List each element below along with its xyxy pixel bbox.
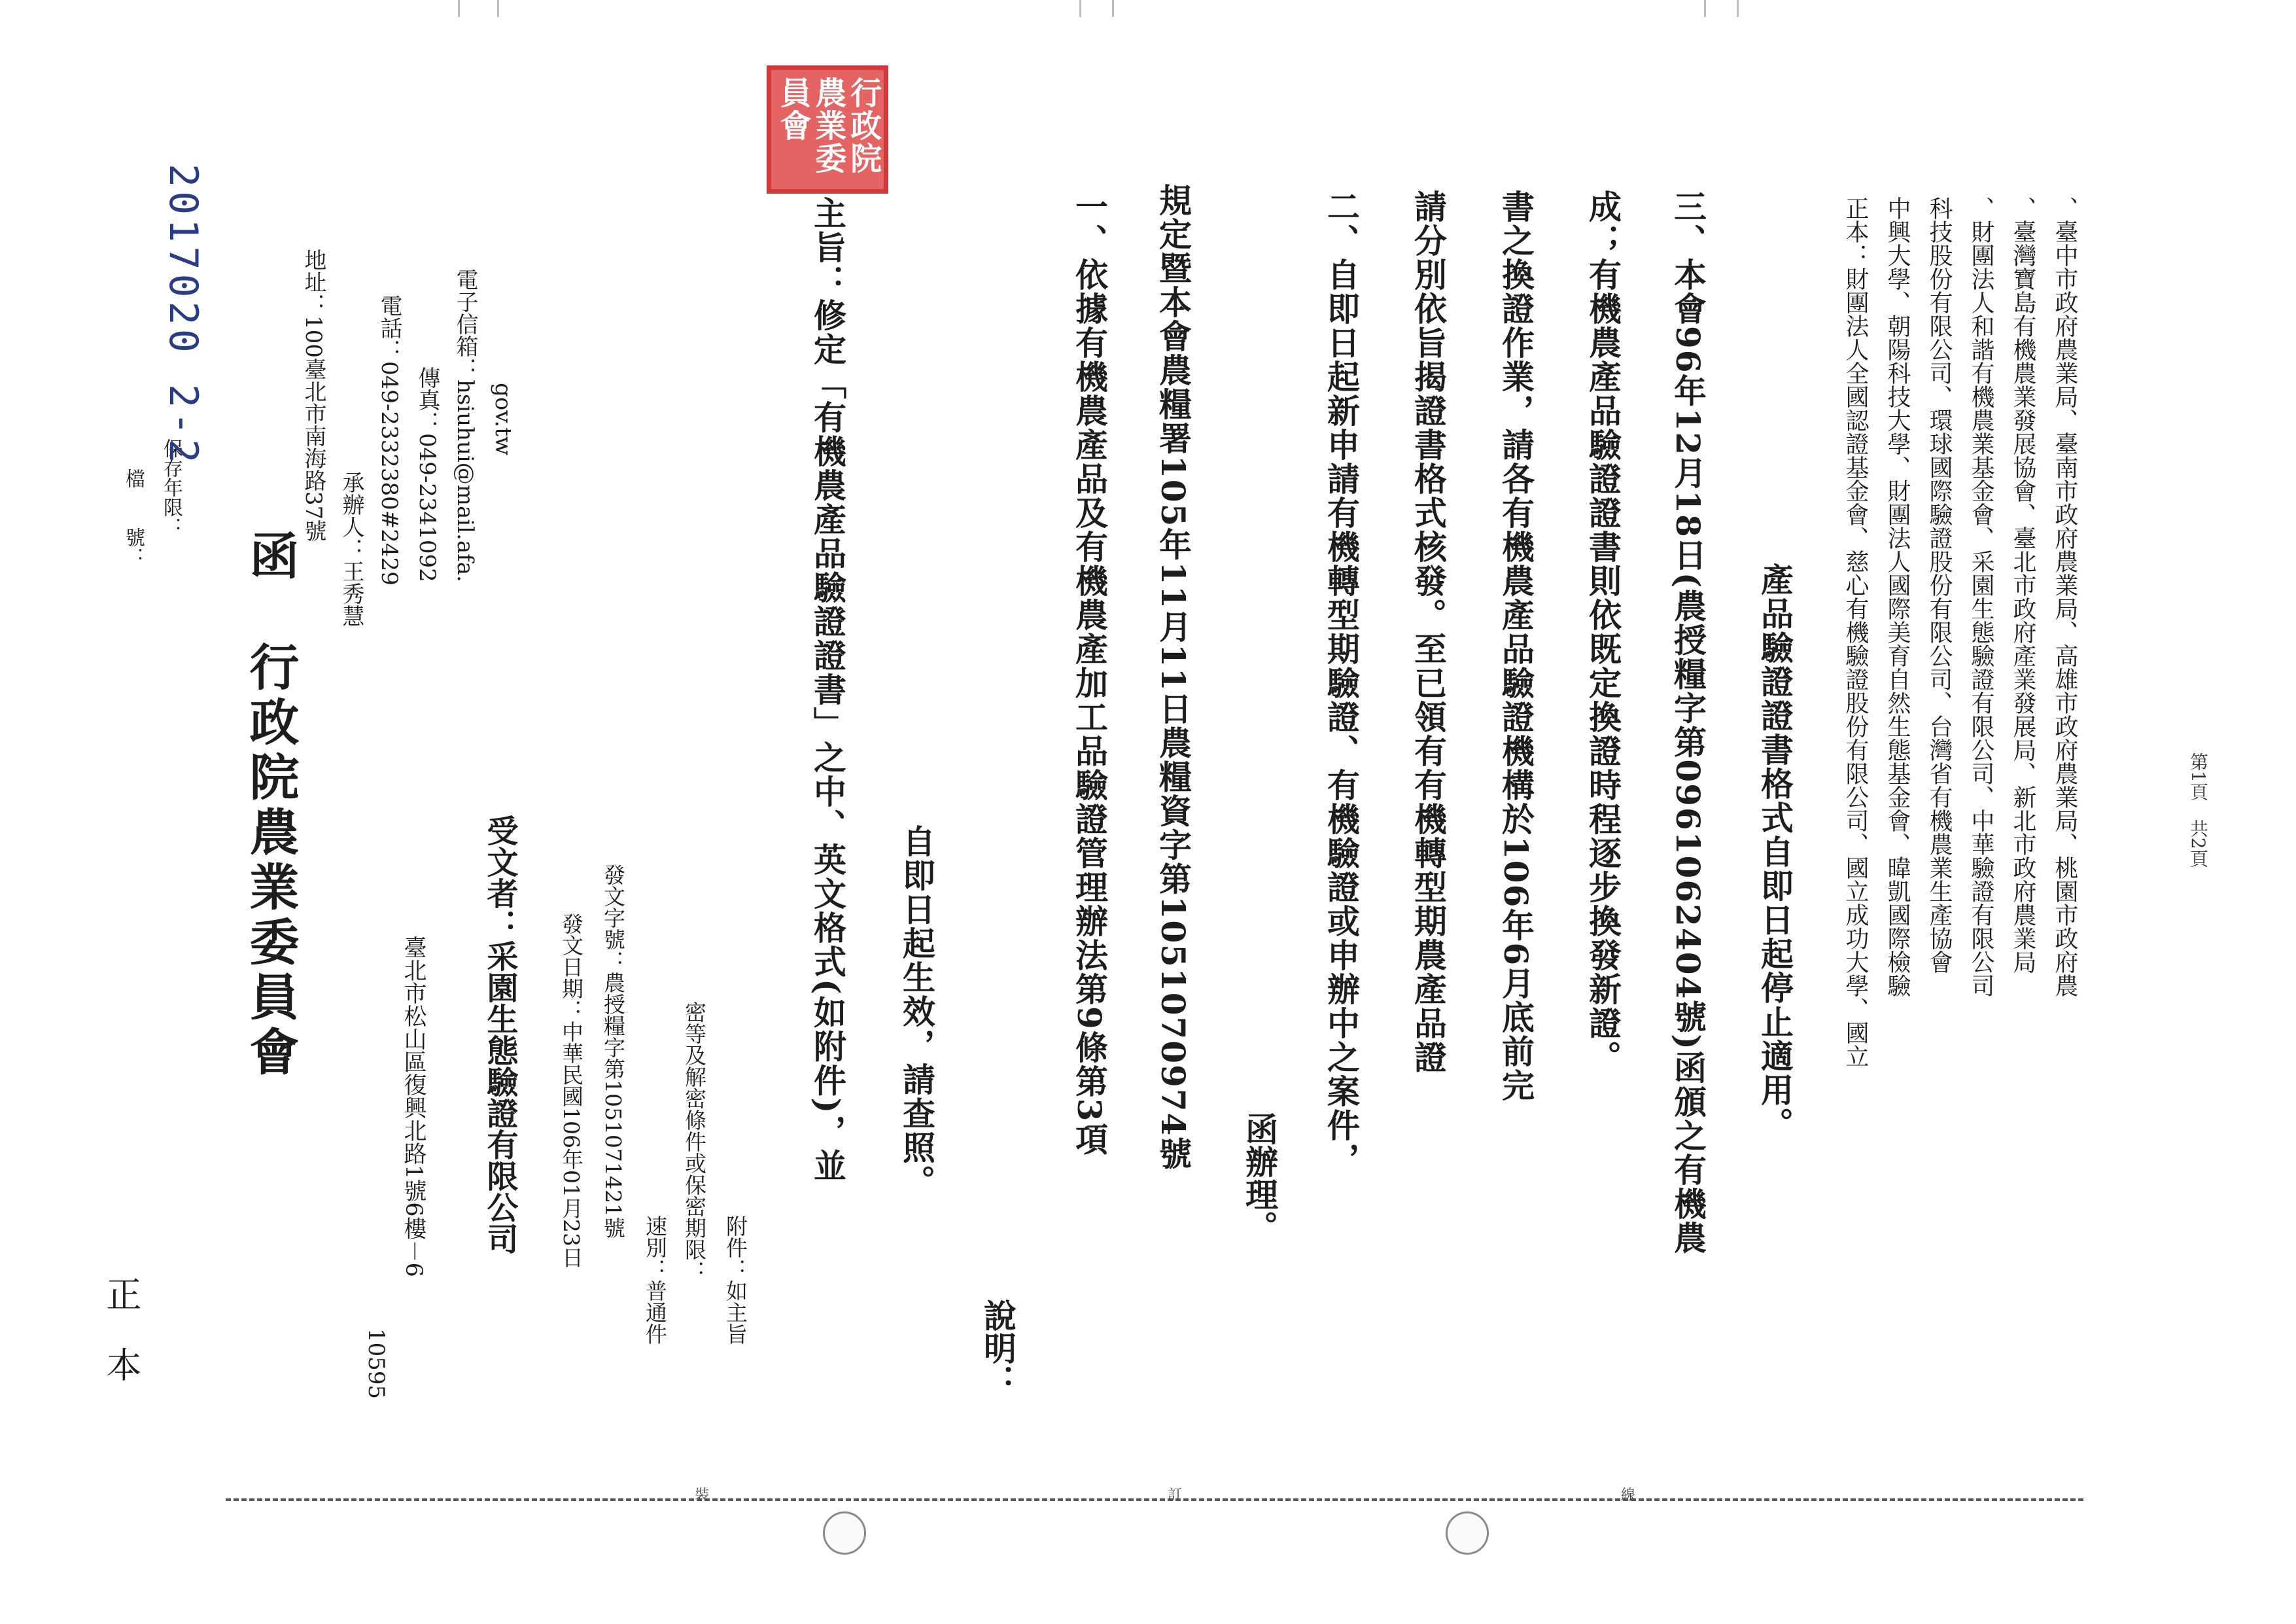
item2-line4: 成；有機農產品驗證證書則依既定換證時程逐步換發新證。: [1584, 190, 1622, 1074]
edge-tick: [1112, 0, 1114, 17]
recipient: 受文者：采園生態驗證有限公司: [481, 815, 518, 1254]
distribution-line5: 、臺灣寶島有機農業發展協會、臺北市政府產業發展局、新北市政府農業局: [2009, 196, 2036, 974]
edge-tick: [497, 0, 499, 17]
attachment: 附件：如主旨: [723, 1215, 748, 1345]
sender-phone: 電話：049-2332380#2429: [376, 294, 402, 586]
binding-mark: 訂: [1168, 1487, 1183, 1504]
recipient-address: 臺北市松山區復興北路1號6樓－6: [400, 936, 426, 1277]
distribution-line1: 正本：財團法人全國認證基金會、慈心有機驗證股份有限公司、國立成功大學、國立: [1842, 196, 1869, 1068]
distribution-line4: 、財團法人和諧有機農業基金會、采園生態驗證有限公司、中華驗證有限公司: [1968, 196, 1994, 997]
subject-line2: 自即日起生效，請查照。: [897, 824, 936, 1199]
handwritten-date: 2017020 2-2: [160, 164, 206, 467]
item3-line2: 產品驗證證書格式自即日起停止適用。: [1756, 563, 1794, 1141]
file-no-label: 檔 號：: [122, 468, 145, 567]
sender-officer: 承辦人：王秀慧: [338, 471, 364, 627]
punch-hole: [1446, 1511, 1489, 1555]
doc-kind: 函: [241, 530, 300, 580]
copy-type: 正 本: [101, 1276, 142, 1382]
edge-tick: [1079, 0, 1081, 17]
edge-tick: [1704, 0, 1706, 17]
page-footer: 第1頁 共2頁: [2187, 752, 2209, 868]
sender-email: 電子信箱：hsiuhui@mail.afa.: [452, 268, 478, 582]
item1-line3: 函辦理。: [1240, 1112, 1279, 1243]
item2-line1: 二、自即日起新申請有機轉型期驗證、有機驗證或申辦中之案件，: [1322, 190, 1361, 1176]
sender-address: 地址：100臺北市南海路37號: [300, 249, 326, 542]
retention-label: 保存年限：: [160, 438, 183, 537]
item2-line2: 請分別依旨揭證書格式核發。至已領有有機轉型期農產品證: [1409, 190, 1448, 1074]
explanation-label: 說明：: [979, 1299, 1017, 1397]
issue-number: 發文字號：農授糧字第1051071421號: [600, 864, 626, 1239]
binding-line: [226, 1498, 2083, 1501]
speed-class: 速別：普通件: [642, 1215, 668, 1345]
recipient-zip: 10595: [363, 1328, 389, 1400]
distribution-line6: 、臺中市政府農業局、臺南市政府農業局、高雄市政府農業局、桃園市政府農: [2051, 196, 2078, 997]
item1-line1: 一、依據有機農產品及有機農產加工品驗證管理辦法第9條第3項: [1070, 190, 1109, 1157]
distribution-line2: 中興大學、朝陽科技大學、財團法人國際美育自然生態基金會、暐凱國際檢驗: [1884, 196, 1911, 997]
distribution-line3: 科技股份有限公司、環球國際驗證股份有限公司、台灣省有機農業生產協會: [1926, 196, 1953, 974]
item2-line3: 書之換證作業，請各有機農產品驗證機構於106年6月底前完: [1497, 190, 1535, 1103]
binding-mark: 裝: [695, 1487, 710, 1504]
item3-line1: 三、本會96年12月18日(農授糧字第0961062404號)函頒之有機農: [1669, 190, 1707, 1255]
item1-line2: 規定暨本會農糧署105年11月11日農糧資字第1051070974號: [1154, 183, 1192, 1171]
subject-line1: 主旨：修定「有機農產品驗證證書」之中、英文格式(如附件)，並: [809, 196, 847, 1183]
edge-tick: [458, 0, 460, 17]
binding-mark: 線: [1621, 1487, 1636, 1504]
punch-hole: [823, 1511, 866, 1555]
seal-text: 行政院農業委員會: [774, 77, 882, 175]
official-seal: [767, 65, 888, 194]
agency-title: 行政院農業委員會: [241, 641, 300, 1081]
sender-email-cont: gov.tw: [490, 383, 516, 455]
edge-tick: [1737, 0, 1739, 17]
issue-date: 發文日期：中華民國106年01月23日: [559, 913, 584, 1268]
sender-fax: 傳真：049-2341092: [414, 366, 440, 582]
secrecy-terms: 密等及解密條件或保密期限：: [682, 1001, 707, 1282]
